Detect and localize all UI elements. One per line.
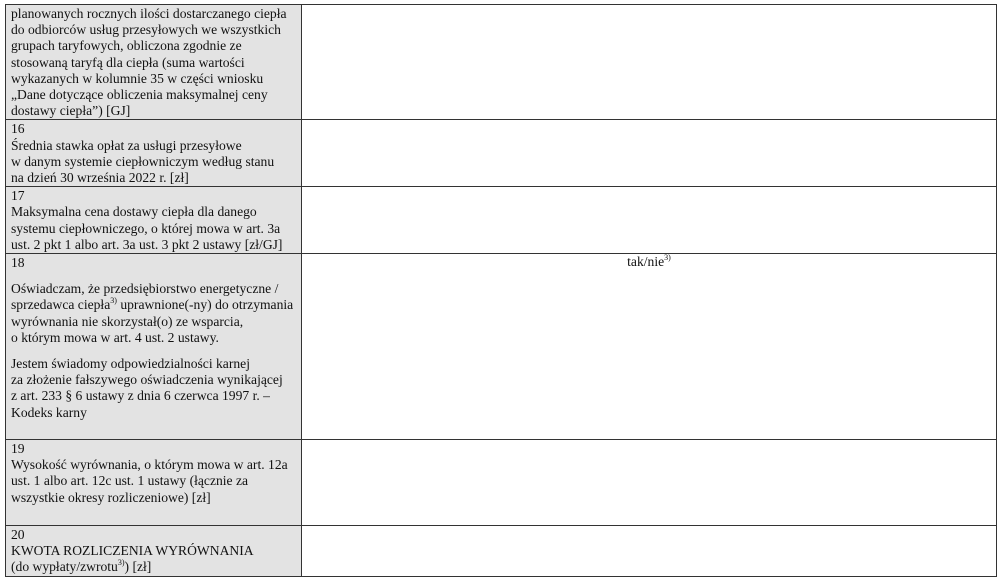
row-16-line: Średnia stawka opłat za usługi przesyłowe [11,137,242,153]
row-18-declaration-line: wyrównania nie skorzystał(o) ze wsparcia, [11,313,244,329]
row-18-value-field[interactable] [302,254,997,440]
row-19-label [6,440,302,526]
footnote-ref: 3) [664,252,671,262]
row-18-declaration-text: uprawnione(-ny) do otrzymania [116,297,294,313]
row-18-number: 18 [11,255,25,271]
row-15-line: stosowaną taryfą dla ciepła (suma wartości [11,54,245,70]
footnote-ref: 3) [110,295,117,305]
row-18 [6,254,997,440]
row-17-line: ust. 2 pkt 1 albo art. 3a ust. 3 pkt 2 ustawy [zł/GJ] [11,236,283,252]
row-15-line: dostawy ciepła”) [GJ] [11,103,131,119]
row-15-label [6,5,302,120]
row-15-line: grupach taryfowych, obliczona zgodnie ze [11,38,242,54]
row-20 [6,526,997,577]
row-16-number: 16 [11,121,25,137]
row-16-value-field[interactable] [302,120,997,187]
row-20-value-field[interactable] [302,526,997,577]
row-16 [6,120,997,187]
row-18-liability-line: za złożenie fałszywego oświadczenia wynikającej [11,372,283,388]
row-18-declaration-text: sprzedawca ciepła [11,297,111,313]
paragraph-gap [11,346,297,356]
row-17-value-field[interactable] [302,187,997,254]
row-18-liability-line: z art. 233 § 6 ustawy z dnia 6 czerwca 1997 r. – [11,388,270,404]
row-15-value-field[interactable] [302,5,997,120]
row-15-continued [6,5,997,120]
row-20-label [6,526,302,577]
row-18-liability-line: Kodeks karny [11,404,87,420]
row-17-number: 17 [11,188,25,204]
row-20-line [11,559,297,575]
row-18-label [6,254,302,440]
row-19 [6,440,997,526]
row-18-declaration-line: Oświadczam, że przedsiębiorstwo energetyczne / [11,281,279,297]
row-18-liability-line: Jestem świadomy odpowiedzialności karnej [11,356,250,372]
row-19-line: ust. 1 albo art. 12c ust. 1 ustawy (łącznie za [11,473,249,489]
footnote-ref: 3) [117,557,125,567]
row-19-line: Wysokość wyrównania, o którym mowa w art. 12a [11,457,288,473]
row-18-declaration-line: o którym mowa w art. 4 ust. 2 ustawy. [11,329,219,345]
row-16-label [6,120,302,187]
yes-no-choice[interactable] [627,254,671,270]
paragraph-gap [11,271,297,281]
row-16-line: na dzień 30 września 2022 r. [zł] [11,170,189,186]
row-19-value-field[interactable] [302,440,997,526]
row-18-declaration-line [11,297,297,313]
settlement-form-table [5,4,997,577]
row-20-line: KWOTA ROZLICZENIA WYRÓWNANIA [11,543,254,559]
row-19-line: wszystkie okresy rozliczeniowe) [zł] [11,489,211,505]
row-19-number: 19 [11,441,25,457]
row-15-line: planowanych rocznych ilości dostarczanego ciepła [11,6,287,21]
row-15-line: do odbiorców usług przesyłowych we wszystkich [11,22,281,38]
yes-no-text: tak/nie [627,254,665,270]
row-15-line: „Dane dotyczące obliczenia maksymalnej ceny [11,87,268,103]
row-20-text: ) [zł] [124,559,152,575]
row-20-number: 20 [11,527,25,543]
row-16-line: w danym systemie ciepłowniczym według stanu [11,153,275,169]
row-20-text: (do wypłaty/zwrotu [11,559,118,575]
row-17-line: Maksymalna cena dostawy ciepła dla danego [11,204,257,220]
row-17-label [6,187,302,254]
row-17 [6,187,997,254]
row-15-line: wykazanych w kolumnie 35 w części wniosku [11,70,264,86]
row-17-line: systemu ciepłowniczego, o której mowa w art. 3a [11,220,281,236]
